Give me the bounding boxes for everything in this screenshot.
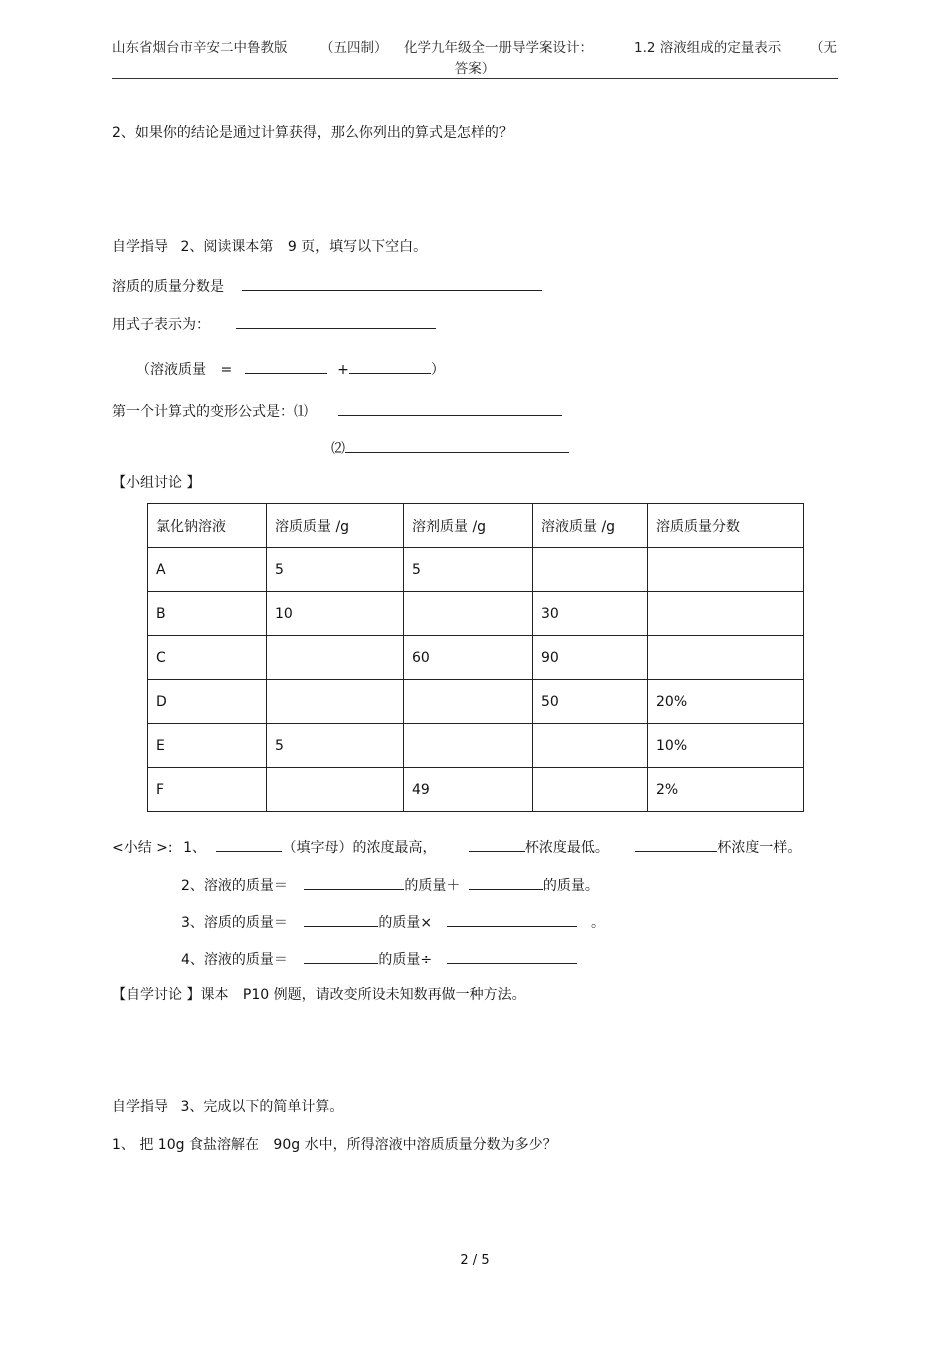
table-cell [533, 724, 648, 768]
solution-mass-label: （溶液质量 [136, 362, 206, 378]
table-cell [648, 548, 804, 592]
table-cell: A [148, 548, 267, 592]
table-row [148, 592, 804, 636]
table-cell: 5 [267, 724, 404, 768]
guide-3-title: 自学指导 [112, 1099, 168, 1115]
table-row [148, 548, 804, 592]
self-discussion-text: P10 例题，请改变所设未知数再做一种方法。 [242, 987, 526, 1003]
table-cell [267, 768, 404, 812]
guide-2-page: 9 页，填写以下空白。 [287, 239, 428, 255]
variant-label: 第一个计算式的变形公式是：⑴ [112, 404, 308, 420]
summary-1-c: 杯浓度一样。 [717, 840, 802, 856]
summary-3-a: 3、溶质的质量＝ [181, 915, 288, 931]
table-cell: 5 [404, 548, 533, 592]
table-cell: 10 [267, 592, 404, 636]
summary-1-num: 1、 [183, 840, 207, 856]
blank-s3-2[interactable] [447, 912, 577, 927]
guide-2-text: 2、阅读课本第 [180, 239, 274, 255]
table-cell [267, 680, 404, 724]
summary-1-b: 杯浓度最低。 [524, 840, 609, 856]
solution-mass-row [136, 359, 445, 377]
header-topic: 1.2 溶液组成的定量表示 [634, 40, 782, 56]
header-cell: 溶质质量 /g [267, 504, 404, 548]
summary-3-b: 的质量× [378, 915, 433, 931]
header-note: （无 [810, 40, 837, 56]
summary-3-c: 。 [591, 915, 606, 931]
blank-same[interactable] [635, 837, 717, 852]
header-cell: 溶质质量分数 [648, 504, 804, 548]
formula-row [112, 314, 436, 332]
blank-variant-1[interactable] [338, 401, 562, 416]
table-cell [533, 768, 648, 812]
table-cell [648, 636, 804, 680]
header-cell: 氯化钠溶液 [148, 504, 267, 548]
table-cell [404, 592, 533, 636]
self-discussion-title: 【自学讨论 】课本 [112, 987, 229, 1003]
blank-variant-2[interactable] [345, 438, 569, 453]
table-cell: 90 [533, 636, 648, 680]
table-cell: 60 [404, 636, 533, 680]
table-cell [533, 548, 648, 592]
table-cell: 5 [267, 548, 404, 592]
summary-2-a: 2、溶液的质量＝ [181, 878, 288, 894]
guide-3-text: 3、完成以下的简单计算。 [180, 1099, 344, 1115]
header-cell: 溶剂质量 /g [404, 504, 533, 548]
blank-s3-1[interactable] [304, 912, 378, 927]
header-course: 化学九年级全一册导学案设计： [404, 40, 593, 56]
table-cell: 49 [404, 768, 533, 812]
blank-mass-fraction[interactable] [242, 276, 542, 291]
summary-2-b: 的质量＋ [404, 878, 461, 894]
guide-2 [112, 240, 427, 254]
table-cell: D [148, 680, 267, 724]
table-cell: 20% [648, 680, 804, 724]
variant-row-2 [331, 438, 569, 456]
header-cell: 溶液质量 /g [533, 504, 648, 548]
summary-row-4 [181, 949, 577, 967]
summary-4-b: 的质量÷ [378, 952, 433, 968]
blank-lowest[interactable] [469, 837, 525, 852]
table-row [148, 724, 804, 768]
table-cell: E [148, 724, 267, 768]
group-discussion-heading: 【小组讨论 】 [112, 475, 201, 491]
variant-row-1 [112, 401, 562, 419]
table-row [148, 768, 804, 812]
table-cell: F [148, 768, 267, 812]
mass-fraction-label: 溶质的质量分数是 [112, 279, 224, 295]
table-row [148, 680, 804, 724]
header-edition: （五四制） [320, 40, 388, 56]
page-header [112, 36, 838, 79]
table-cell: 30 [533, 592, 648, 636]
formula-label: 用式子表示为： [112, 317, 210, 333]
blank-s2-2[interactable] [469, 875, 543, 890]
table-cell: 2% [648, 768, 804, 812]
header-school: 山东省烟台市辛安二中鲁教版 [112, 40, 288, 56]
blank-s4-2[interactable] [447, 949, 577, 964]
blank-highest[interactable] [216, 837, 282, 852]
plus-sign: + [337, 362, 349, 378]
page-number: 2 / 5 [460, 1253, 490, 1268]
table-cell: 10% [648, 724, 804, 768]
table-cell [404, 724, 533, 768]
question-2: 2、如果你的结论是通过计算获得，那么你列出的算式是怎样的？ [112, 125, 513, 141]
table-cell [267, 636, 404, 680]
blank-formula[interactable] [236, 314, 436, 329]
table-cell: B [148, 592, 267, 636]
table-cell [648, 592, 804, 636]
blank-s4-1[interactable] [304, 949, 378, 964]
guide-2-title: 自学指导 [112, 239, 168, 255]
blank-solution-part-1[interactable] [245, 359, 327, 374]
question-salt [112, 1138, 557, 1152]
blank-s2-1[interactable] [304, 875, 404, 890]
question-salt-a: 1、 把 10g 食盐溶解在 [112, 1137, 259, 1153]
self-discussion [112, 988, 526, 1002]
summary-row-2 [181, 875, 599, 893]
summary-row-3 [181, 912, 605, 930]
table-row [148, 636, 804, 680]
table-cell: C [148, 636, 267, 680]
mass-fraction-row [112, 276, 542, 294]
blank-solution-part-2[interactable] [349, 359, 431, 374]
guide-3 [112, 1100, 343, 1114]
sodium-chloride-table [147, 503, 804, 812]
summary-2-c: 的质量。 [542, 878, 599, 894]
summary-1-a: （填字母）的浓度最高， [282, 840, 437, 856]
table-cell: 50 [533, 680, 648, 724]
summary-row-1 [112, 837, 801, 855]
question-salt-b: 90g 水中，所得溶液中溶质质量分数为多少？ [273, 1137, 557, 1153]
header-line2: 答案） [454, 61, 496, 77]
equals-sign: = [220, 362, 233, 378]
table-cell [404, 680, 533, 724]
table-header-row [148, 504, 804, 548]
variant-2-label: ⑵ [331, 441, 345, 457]
close-paren: ） [430, 362, 445, 378]
summary-4-a: 4、溶液的质量＝ [181, 952, 288, 968]
summary-lead: <小结 >: [112, 840, 173, 856]
